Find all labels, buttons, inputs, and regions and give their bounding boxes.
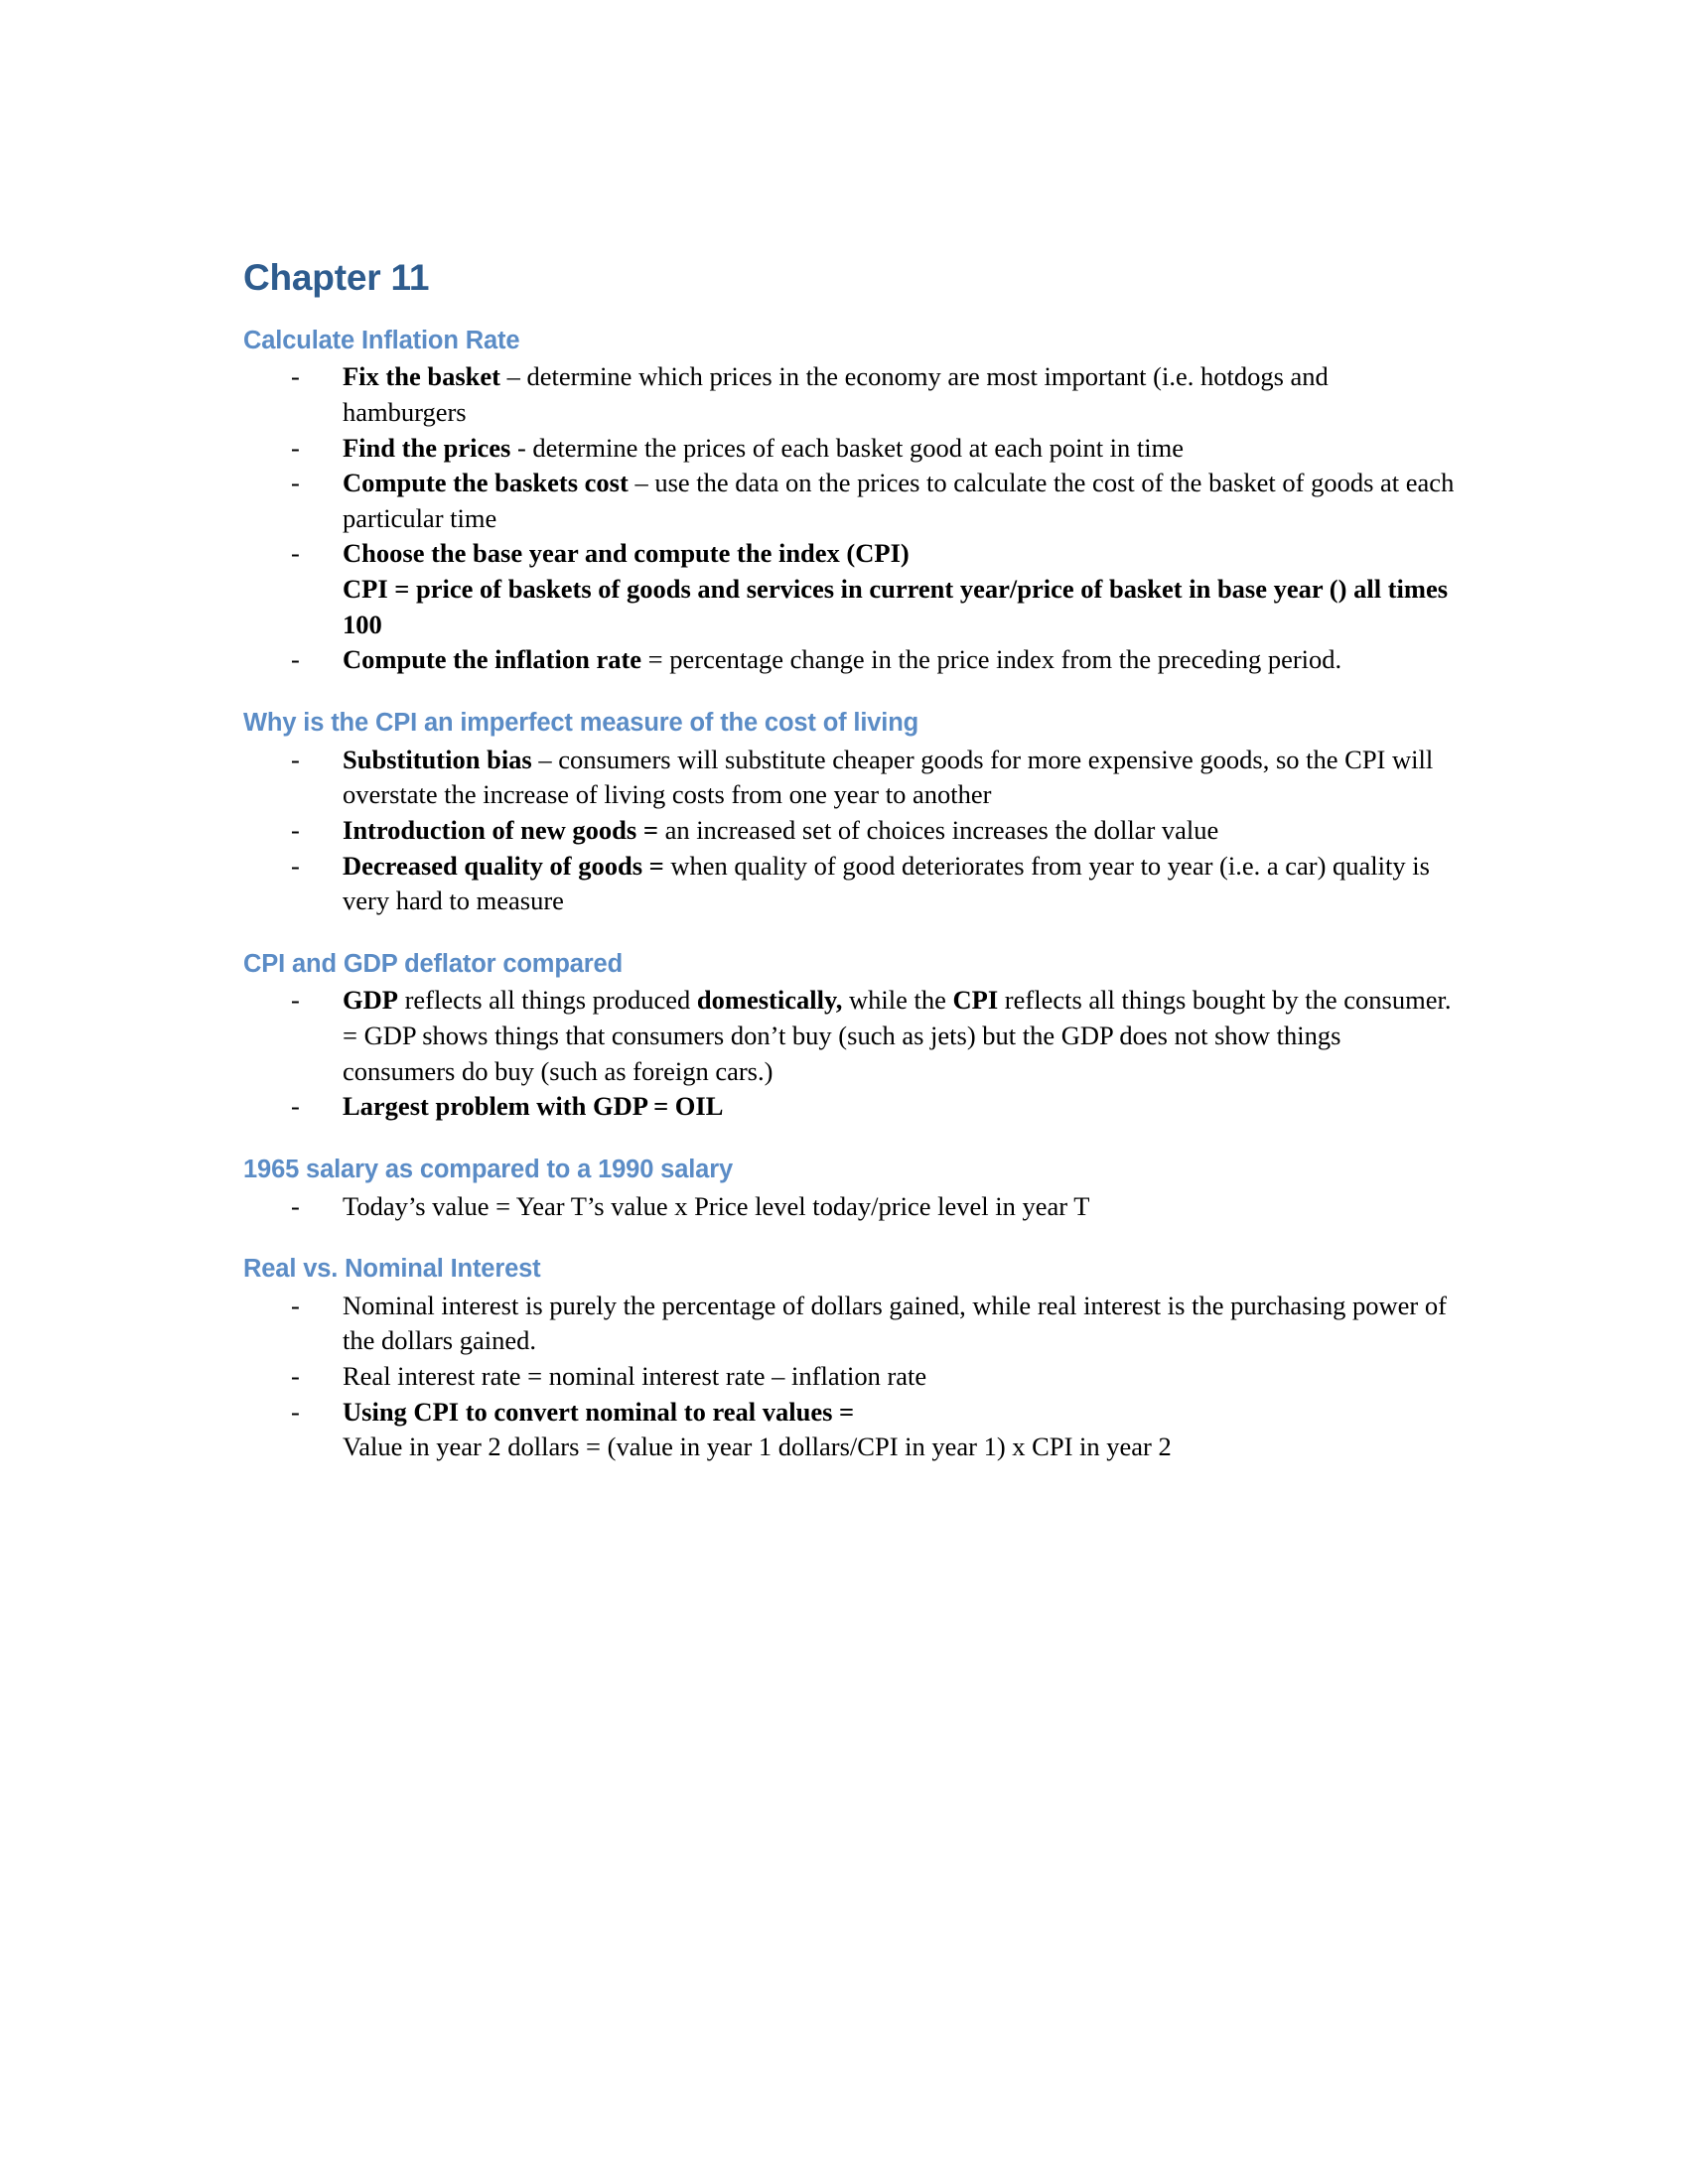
list-item bbox=[243, 1189, 1455, 1225]
list-item-lead: Compute the inflation rate bbox=[343, 644, 642, 675]
page-title: Chapter 11 bbox=[243, 257, 430, 298]
list-item-lead: Find the prices bbox=[343, 432, 511, 463]
list-item-text-2: while the bbox=[842, 985, 953, 1016]
list-item bbox=[243, 1289, 1455, 1359]
list-item-lead: Introduction of new goods = bbox=[343, 814, 658, 845]
section-heading: 1965 salary as compared to a 1990 salary bbox=[243, 1155, 734, 1183]
list-item-lead: Decreased quality of goods = bbox=[343, 850, 664, 881]
list-item bbox=[243, 431, 1455, 467]
bullet-dash: - bbox=[291, 744, 300, 774]
bullet-list bbox=[243, 1189, 1455, 1225]
list-item-lead: Fix the basket bbox=[343, 361, 500, 392]
list-item bbox=[243, 1395, 1455, 1465]
section-heading: Calculate Inflation Rate bbox=[243, 326, 520, 354]
section-calculate-inflation-rate bbox=[243, 326, 1455, 678]
bullet-dash: - bbox=[291, 468, 300, 498]
list-item-text: Nominal interest is purely the percentage of dollars gained, while real interest is the purchasing power of the dollars gained. bbox=[343, 1290, 1447, 1356]
list-item-lead: GDP bbox=[343, 985, 398, 1016]
list-item-text: when quality of good deteriorates from year to year (i.e. a car) quality is very hard to measure bbox=[343, 850, 1430, 916]
list-item bbox=[243, 1359, 1455, 1395]
bullet-list bbox=[243, 1289, 1455, 1465]
list-item-lead: Compute the baskets cost bbox=[343, 468, 629, 498]
list-item-text: – consumers will substitute cheaper goods for more expensive goods, so the CPI will overstate the increase of living costs from one year to another bbox=[343, 744, 1434, 810]
section-cpi-gdp-deflator bbox=[243, 949, 1455, 1125]
bullet-dash: - bbox=[291, 1091, 300, 1122]
bullet-dash: - bbox=[291, 1190, 300, 1221]
bullet-dash: - bbox=[291, 432, 300, 463]
bullet-dash: - bbox=[291, 985, 300, 1016]
list-item-text: Real interest rate = nominal interest rate – inflation rate bbox=[343, 1361, 927, 1392]
list-item-text-3: reflects all things bought by the consumer. = GDP shows things that consumers don’t buy (such as jets) but the GDP does not show things consumers do buy (such as foreign cars.) bbox=[343, 985, 1452, 1086]
section-heading: CPI and GDP deflator compared bbox=[243, 949, 624, 978]
document-body bbox=[243, 256, 1455, 1465]
section-real-vs-nominal-interest bbox=[243, 1254, 1455, 1465]
bullet-list bbox=[243, 743, 1455, 919]
bullet-dash: - bbox=[291, 1361, 300, 1392]
bullet-list bbox=[243, 983, 1455, 1125]
list-item-lead: Choose the base year and compute the index (CPI) bbox=[343, 538, 910, 569]
list-item-text: – use the data on the prices to calculate the cost of the basket of goods at each particular time bbox=[343, 468, 1455, 533]
list-item bbox=[243, 642, 1455, 678]
list-item-lead: Largest problem with GDP = OIL bbox=[343, 1091, 724, 1122]
section-cpi-imperfect-measure bbox=[243, 708, 1455, 919]
list-item bbox=[243, 536, 1455, 642]
list-item-lead-2: domestically, bbox=[696, 985, 843, 1016]
section-salary-comparison bbox=[243, 1155, 1455, 1224]
list-item bbox=[243, 743, 1455, 813]
bullet-dash: - bbox=[291, 361, 300, 392]
list-item bbox=[243, 359, 1455, 430]
list-item-text: Today’s value = Year T’s value x Price level today/price level in year T bbox=[343, 1190, 1090, 1221]
list-item bbox=[243, 849, 1455, 919]
list-item-lead: Substitution bias bbox=[343, 744, 532, 774]
bullet-dash: - bbox=[291, 1290, 300, 1320]
conversion-formula: Value in year 2 dollars = (value in year 1 dollars/CPI in year 1) x CPI in year 2 bbox=[343, 1432, 1172, 1462]
list-item-lead-3: CPI bbox=[952, 985, 999, 1016]
bullet-dash: - bbox=[291, 814, 300, 845]
list-item-text: reflects all things produced bbox=[397, 985, 697, 1016]
cpi-formula: CPI = price of baskets of goods and services in current year/price of basket in base year () all times 100 bbox=[343, 574, 1449, 639]
bullet-dash: - bbox=[291, 1396, 300, 1427]
list-item-text: - determine the prices of each basket good at each point in time bbox=[510, 432, 1185, 463]
list-item bbox=[243, 466, 1455, 536]
bullet-dash: - bbox=[291, 538, 300, 569]
list-item-text: an increased set of choices increases the dollar value bbox=[657, 814, 1219, 845]
list-item bbox=[243, 1089, 1455, 1125]
bullet-list bbox=[243, 359, 1455, 678]
list-item bbox=[243, 813, 1455, 849]
section-heading: Real vs. Nominal Interest bbox=[243, 1255, 541, 1284]
list-item bbox=[243, 983, 1455, 1089]
bullet-dash: - bbox=[291, 644, 300, 675]
section-heading: Why is the CPI an imperfect measure of the cost of living bbox=[243, 709, 919, 738]
list-item-text: – determine which prices in the economy are most important (i.e. hotdogs and hamburgers bbox=[343, 361, 1329, 427]
list-item-text: = percentage change in the price index from the preceding period. bbox=[641, 644, 1342, 675]
bullet-dash: - bbox=[291, 850, 300, 881]
list-item-lead: Using CPI to convert nominal to real values = bbox=[343, 1396, 855, 1427]
